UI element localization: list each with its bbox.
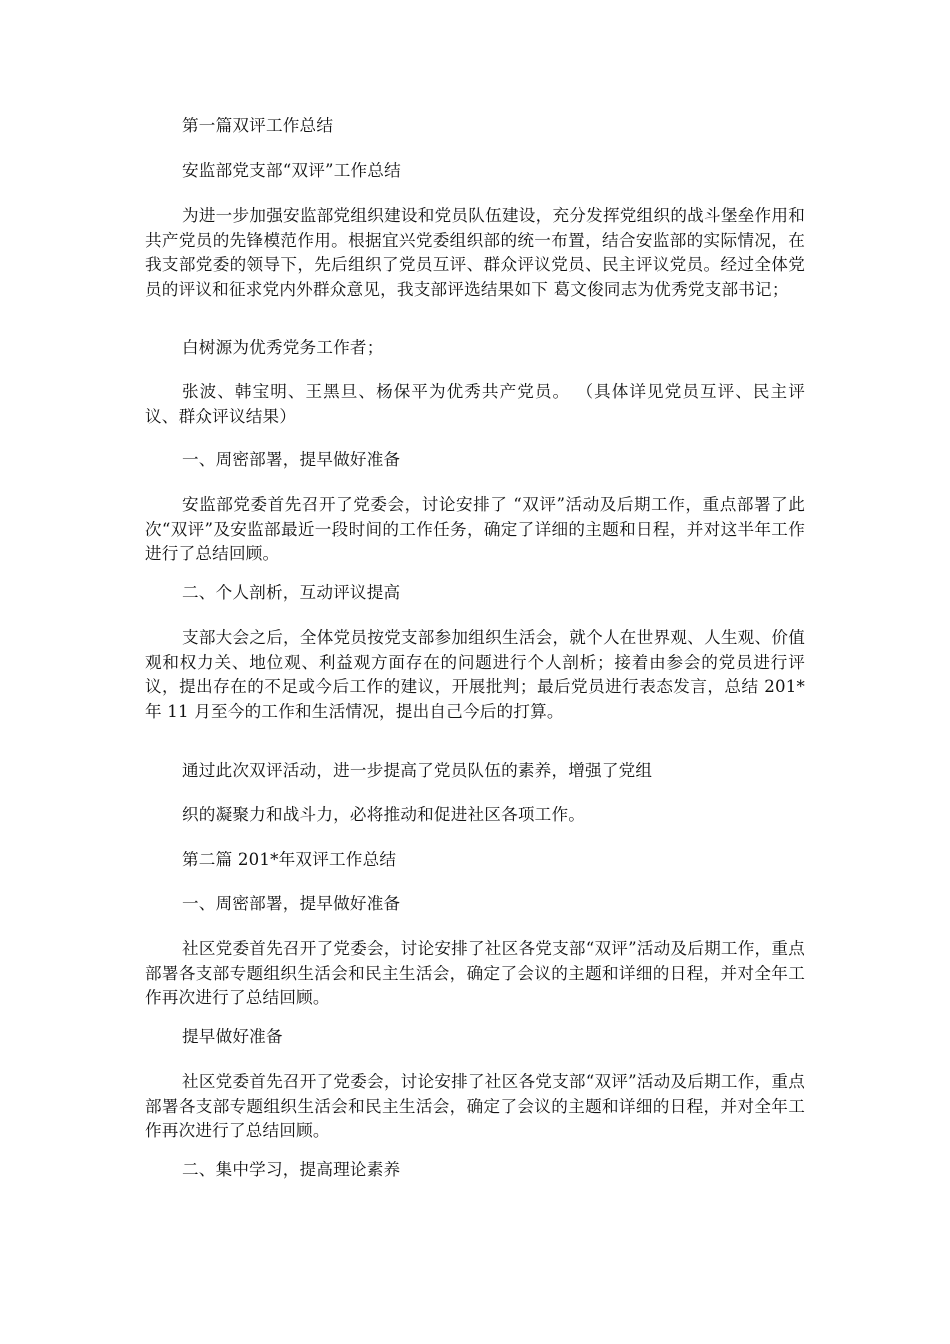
paragraph-committee-meeting: 安监部党委首先召开了党委会，讨论安排了 “双评”活动及后期工作，重点部署了此次“双评”及安监部最近一段时间的工作任务，确定了详细的主题和日程，并对这半年工作进行了总结回顾。 (145, 495, 805, 564)
heading-deployment-2: 一、周密部署，提早做好准备 (182, 894, 401, 913)
section-title-part-two: 第二篇 201*年双评工作总结 (182, 850, 397, 869)
heading-deployment: 一、周密部署，提早做好准备 (182, 450, 401, 469)
heading-self-analysis: 二、个人剖析，互动评议提高 (182, 583, 401, 602)
paragraph-intro: 为进一步加强安监部党组织建设和党员队伍建设，充分发挥党组织的战斗堡垒作用和共产党员的先锋模范作用。根据宜兴党委组织部的统一布置，结合安监部的实际情况，在我支部党委的领导下，先后组织了党员互评、群众评议党员、民主评议党员。经过全体党员的评议和征求党内外群众意见，我支部评选结果如下 葛文俊同志为优秀党支部书记； (145, 206, 805, 299)
heading-prepare-early: 提早做好准备 (182, 1027, 283, 1046)
paragraph-activity-result-cont: 织的凝聚力和战斗力，必将推动和促进社区各项工作。 (182, 805, 586, 824)
section-title-part-one: 第一篇双评工作总结 (182, 116, 334, 135)
paragraph-party-worker: 白树源为优秀党务工作者； (182, 338, 384, 357)
paragraph-community-meeting: 社区党委首先召开了党委会，讨论安排了社区各党支部“双评”活动及后期工作，重点部署各支部专题组织生活会和民主生活会，确定了会议的主题和详细的日程，并对全年工作再次进行了总结回顾。 (145, 939, 805, 1008)
paragraph-activity-result: 通过此次双评活动，进一步提高了党员队伍的素养，增强了党组 (182, 761, 653, 780)
paragraph-excellent-members: 张波、韩宝明、王黑旦、杨保平为优秀共产党员。 （具体详见党员互评、民主评议、群众评议结果） (145, 382, 805, 426)
paragraph-community-meeting-repeat: 社区党委首先召开了党委会，讨论安排了社区各党支部“双评”活动及后期工作，重点部署各支部专题组织生活会和民主生活会，确定了会议的主题和详细的日程，并对全年工作再次进行了总结回顾。 (145, 1072, 805, 1141)
heading-study: 二、集中学习，提高理论素养 (182, 1160, 401, 1179)
paragraph-branch-meeting: 支部大会之后，全体党员按党支部参加组织生活会，就个人在世界观、人生观、价值观和权力关、地位观、利益观方面存在的问题进行个人剖析；接着由参会的党员进行评议，提出存在的不足或今后工作的建议，开展批判；最后党员进行表态发言，总结 201*年 11 月至今的工作和生活情况，提出自己今后的打算。 (145, 628, 805, 721)
document-subtitle: 安监部党支部“双评”工作总结 (182, 161, 401, 180)
